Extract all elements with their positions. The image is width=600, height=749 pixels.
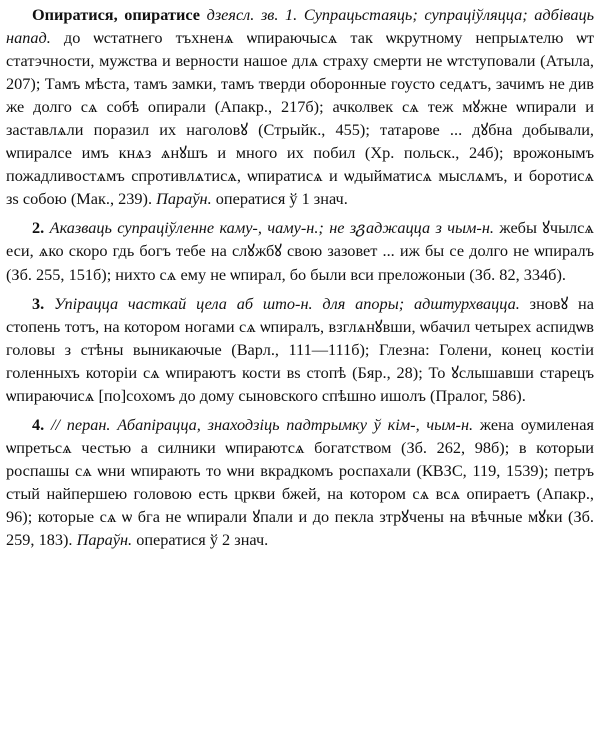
citations: зновꙋ на стопень тотъ, на котором ногами сѧ ѡпиралъ, взглѧнꙋвши, ѡбачил четырех аспидѡв головы з стѣны выникаючые (Варл., 111—111б); Глезна: Голени, конец костіи голенныхъ которіи сѧ ѡпираютъ кости вѕ стопѣ (Бяр., 28); То ꙋслышавши старецъ ѡпираючисѧ [по]сохомъ до дому сыновского спѣшно ишолъ (Пралог, 586).: [6, 293, 594, 405]
entry-sense-1: [6, 3, 594, 210]
citations: жебы ꙋчылсѧ еси, ѧко скоро гдь богъ тебе на слꙋжбꙋ свою зазовет ... иж бы се долго не ѡпиралъ (Зб. 255, 151б); нихто сѧ ему не ѡпирал, бо были вси преложоныи (Зб. 82, 334б).: [6, 218, 594, 284]
entry-sense-4: [6, 413, 594, 551]
definition: Упірацца часткай цела аб што-н. для апоры; адштурхвацца.: [54, 293, 520, 313]
definition: // перан. Абапірацца, знаходзіць падтрымку ў кім-, чым-н.: [50, 414, 474, 434]
headword: Опиратися, опиратисе: [32, 5, 200, 24]
parallel-label: Параўн.: [76, 530, 133, 550]
sense-number: 3.: [32, 293, 45, 313]
grammar-label: дзеясл. зв. 1.: [206, 5, 298, 24]
entry-sense-2: [6, 216, 594, 285]
sense-number: 4.: [32, 414, 45, 434]
citations: до ѡстатнего тъхненѧ ѡпираючысѧ так ѡкрутному непрыѧтелю ѡт статэчности, мужства и верности нашое длѧ страху смерти не ѡтступовали (Атыла, 207); Тамъ мѣста, тамъ замки, тамъ тверди оборонные гоусто седѧтъ, зачимъ не див же долго сѧ собѣ опирали (Апакр., 217б); ачколвек сѧ теж мꙋжне ѡпирали и заставлѧли поразил их наголовꙋ (Стрыйк., 455); татарове ... дꙋбна добывали, ѡпиралсе имъ кнѧз ѧнꙋшъ и много их побил (Хр. польск., 24б); врожонымъ пожадливостѧмъ спротивлѧтисѧ, ѡпиратисѧ и ѡдыйматисѧ мыслѧмъ, и боротисѧ зѕ собою (Мак., 239).: [6, 28, 594, 209]
sense-number: 2.: [32, 218, 45, 238]
citations: жена оумиленая ѡпретьсѧ честью а силники ѡпираютсѧ богатством (Зб. 262, 98б); в которыи роспашы сѧ ѡни ѡпирають то ѡни вкрадкомъ роспахали (КВЗС, 119, 1539); петръ стый найпершею головою есть цркви бжей, на котором сѧ всѧ опираетъ (Апакр., 96); которые сѧ ѡ бга не ѡпирали ꙋпали и до пекла зтрꙋчены на вѣчные мꙋки (Зб. 259, 183).: [6, 414, 594, 550]
parallel-label: Параўн.: [156, 189, 212, 209]
parallel-reference: оператися ў 1 знач.: [215, 189, 348, 209]
entry-sense-3: [6, 292, 594, 407]
definition: Аказваць супраціўленне каму-, чаму-н.; не зგаджацца з чым-н.: [49, 218, 494, 238]
definition: Супрацьстаяць; супраціўляцца; адбіваць напад.: [6, 5, 595, 48]
parallel-reference: оператися ў 2 знач.: [136, 530, 269, 550]
